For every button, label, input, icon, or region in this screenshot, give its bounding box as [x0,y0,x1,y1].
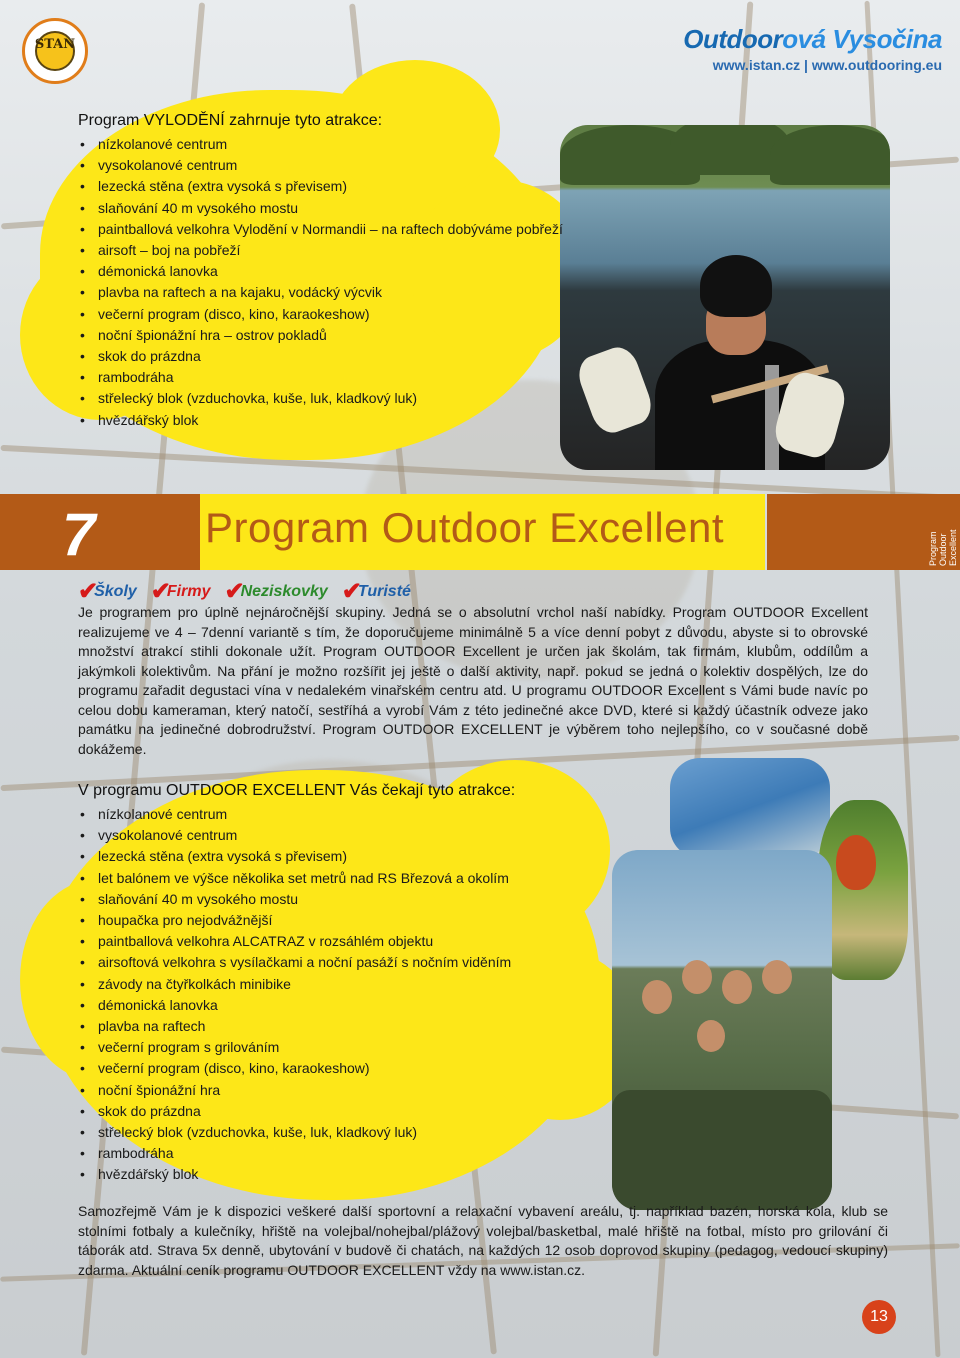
excellent-attraction-item: • střelecký blok (vzduchovka, kuše, luk, kladkový luk) [78,1122,638,1143]
program-number-box: 7 [0,494,200,570]
vylodeni-attraction-item: • plavba na raftech a na kajaku, vodácký výcvik [78,282,578,303]
program-description: Je programem pro úplně nejnáročnější skupiny. Jedná se o absolutní vrchol naší nabídky. Program OUTDOOR Excellent realizujeme ve 4 – 7denní variantě s tím, že doporučujeme minimálně 5 a více denní pobyt z důvodu, abyste si to obrovské množství atrakcí stihli dokonale užít. Program OUTDOOR Excellent je určen jak školám, tak firmám, klubům, oddílům a jakýmkoli kolektivům. Na přání je možno rozšířit jej ještě o další aktivity, např. pokud se jedná o kolektiv dospělých, lze do programu zařadit degustaci vína v nedalekém vinařském centru atd. U programu OUTDOOR Excellent s Vámi bude navíc po celou dobu kameraman, který natočí, sestříhá a vyrobí Vám z této jedinečné akce DVD, které si každý účastník odveze jako památku na jedinečné dobrodružství. Program OUTDOOR EXCELLENT je výběrem toho nejlepšího, co v současné době dokážeme. [78,604,868,757]
excellent-attraction-item: • airsoftová velkohra s vysílačkami a noční pasáží s nočním viděním [78,952,638,973]
checkmark-icon: ✔ [341,578,362,605]
excellent-attraction-item: • večerní program s grilováním [78,1037,638,1058]
audience-tag-label: Školy [94,583,137,600]
excellent-attraction-item: • závody na čtyřkolkách minibike [78,974,638,995]
excellent-attraction-item: • slaňování 40 m vysokého mostu [78,889,638,910]
audience-tag [224,578,328,605]
audience-tag [341,578,411,605]
page-number-badge: 13 [862,1300,896,1334]
section-vylodeni-list [78,134,578,431]
audience-tag-label: Neziskovky [240,583,328,600]
vylodeni-attraction-item: • démonická lanovka [78,261,578,282]
section-excellent [78,782,638,1186]
audience-tag [150,578,211,605]
section-excellent-heading: V programu OUTDOOR EXCELLENT Vás čekají tyto atrakce: [78,782,516,799]
audience-tags [78,580,411,604]
brand-title: Outdoorová Vysočina [683,24,942,54]
vylodeni-attraction-item: • rambodráha [78,367,578,388]
program-title-band [0,494,960,570]
excellent-attraction-item: • let balónem ve výšce několika set metrů nad RS Březová a okolím [78,868,638,889]
excellent-attraction-item: • vysokolanové centrum [78,825,638,846]
checkmark-icon: ✔ [150,578,171,605]
vylodeni-attraction-item: • vysokolanové centrum [78,155,578,176]
section-excellent-list [78,804,638,1186]
vylodeni-attraction-item: • nízkolanové centrum [78,134,578,155]
checkmark-icon: ✔ [78,578,99,605]
vylodeni-attraction-item: • noční špionážní hra – ostrov pokladů [78,325,578,346]
excellent-attraction-item: • plavba na raftech [78,1016,638,1037]
excellent-attraction-item: • noční špionážní hra [78,1080,638,1101]
excellent-attraction-item: • rambodráha [78,1143,638,1164]
section-vylodeni [78,112,578,431]
brand-urls[interactable]: www.istan.cz | www.outdooring.eu [712,57,942,73]
excellent-attraction-item: • nízkolanové centrum [78,804,638,825]
group-jeep-photo [612,850,832,1210]
excellent-attraction-item: • skok do prázdna [78,1101,638,1122]
audience-tag [78,578,137,605]
excellent-attraction-item: • hvězdářský blok [78,1164,638,1185]
excellent-attraction-item: • houpačka pro nejodvážnější [78,910,638,931]
climber-photo [560,125,890,470]
side-tab: Program Outdoor Excellent [767,494,960,570]
vylodeni-attraction-item: • airsoft – boj na pobřeží [78,240,578,261]
excellent-attraction-item: • večerní program (disco, kino, karaokeshow) [78,1058,638,1079]
closing-paragraph: Samozřejmě Vám je k dispozici veškeré další sportovní a relaxační vybavení areálu, tj. například bazén, horská kola, klub se stolními fotbaly a kulečníky, hřiště na volejbal/nohejbal/plážový volejbal/basketbal, malé hřiště na fotbal, místo pro grilování či táborák atd. Strava 5x denně, ubytování v budově či chatách, na každých 12 osob doprovod skupiny (pedagog, vedoucí skupiny) zdarma. Aktuální ceník programu OUTDOOR EXCELLENT vždy na www.istan.cz. [78,1203,888,1278]
excellent-attraction-item: • lezecká stěna (extra vysoká s převisem) [78,846,638,867]
vylodeni-attraction-item: • večerní program (disco, kino, karaokeshow) [78,304,578,325]
vylodeni-attraction-item: • hvězdářský blok [78,410,578,431]
stan-logo[interactable]: STAN [22,18,88,84]
audience-tag-label: Firmy [166,583,211,600]
vylodeni-attraction-item: • střelecký blok (vzduchovka, kuše, luk, kladkový luk) [78,388,578,409]
excellent-attraction-item: • paintballová velkohra ALCATRAZ v rozsáhlém objektu [78,931,638,952]
vylodeni-attraction-item: • slaňování 40 m vysokého mostu [78,198,578,219]
checkmark-icon: ✔ [224,578,245,605]
program-title: Program Outdoor Excellent [205,504,725,551]
brand-header [683,24,942,73]
excellent-attraction-item: • démonická lanovka [78,995,638,1016]
vylodeni-attraction-item: • paintballová velkohra Vylodění v Normandii – na raftech dobýváme pobřeží [78,219,578,240]
vylodeni-attraction-item: • skok do prázdna [78,346,578,367]
sky-puzzle-photo [670,758,830,858]
section-vylodeni-heading: Program VYLODĚNÍ zahrnuje tyto atrakce: [78,112,383,129]
audience-tag-label: Turisté [357,583,411,600]
vylodeni-attraction-item: • lezecká stěna (extra vysoká s převisem) [78,176,578,197]
